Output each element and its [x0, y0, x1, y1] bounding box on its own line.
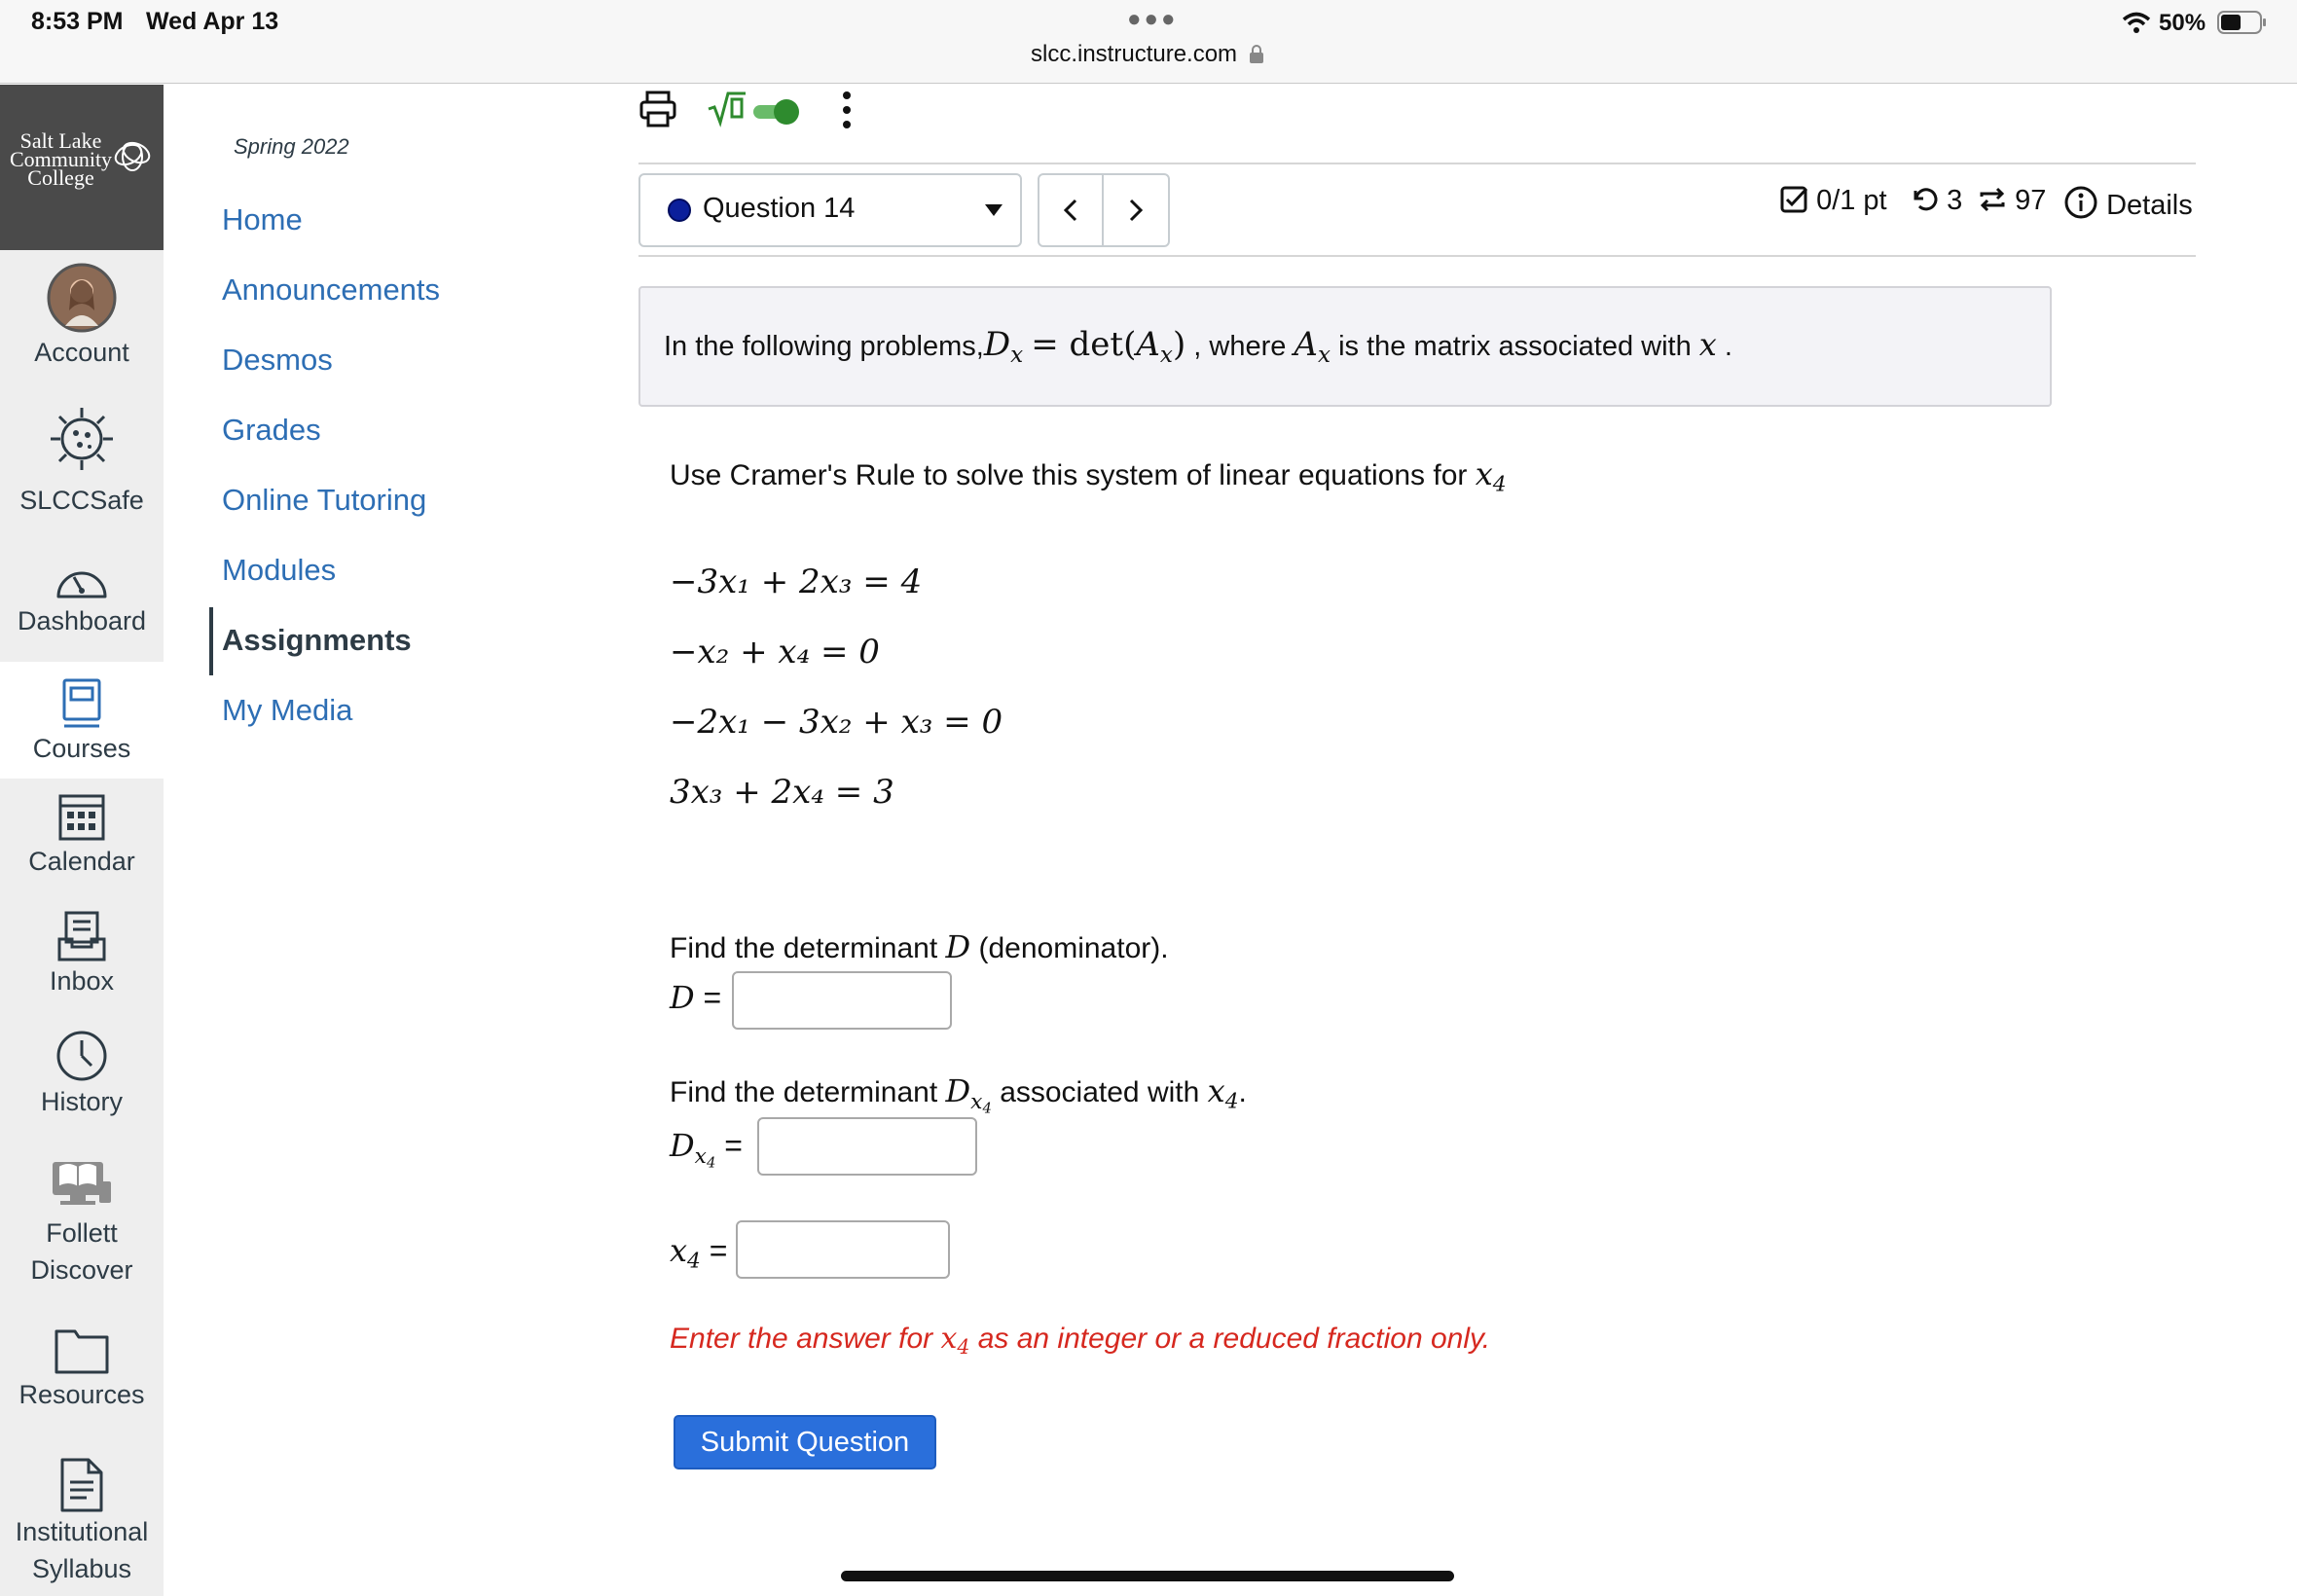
- header-divider: [638, 255, 2196, 257]
- checkbox-icon: [1779, 185, 1808, 214]
- college-logo[interactable]: [0, 85, 164, 250]
- nav-slccsafe[interactable]: [0, 404, 164, 521]
- nav-label-follett: Follett: [46, 1218, 118, 1248]
- nav-label-history: History: [40, 1087, 123, 1116]
- nav-label-slccsafe: SLCCSafe: [19, 486, 144, 515]
- clock-icon: [55, 1029, 109, 1083]
- wifi-icon: [2122, 12, 2151, 33]
- score-indicator: 0/1 pt: [1779, 185, 1887, 217]
- nav-label-resources: Resources: [18, 1380, 145, 1409]
- repeat-icon: [1978, 185, 2007, 214]
- question-pager: [1038, 173, 1170, 247]
- question-status-dot: [668, 199, 691, 222]
- find-d-prompt: Find the determinant D (denominator).: [670, 928, 1169, 965]
- syllabus-icon: [59, 1457, 104, 1513]
- retry-icon: [1910, 185, 1939, 214]
- nav-history[interactable]: [0, 1029, 164, 1141]
- nav-label-dashboard: Dashboard: [17, 606, 147, 635]
- course-nav-grades[interactable]: Grades: [222, 413, 321, 447]
- battery-icon: [2217, 10, 2268, 35]
- nav-account[interactable]: [0, 262, 164, 369]
- answer-format-hint: Enter the answer for $x_4$ as an integer or a reduced fraction only.: [670, 1322, 1491, 1360]
- instructions-text: In the following $problems,D_x = \det(A_x)$ , where $A_x$ is the matrix associated with x .: [664, 325, 1732, 368]
- courses-icon: [60, 677, 103, 730]
- logo-knot-icon: [109, 135, 158, 174]
- chevron-down-icon: [985, 204, 1003, 216]
- course-nav-desmos[interactable]: Desmos: [222, 343, 333, 377]
- find-dx4-prompt: Find the determinant $D_{x_4}$ associated with $x_4$.: [670, 1072, 1247, 1116]
- status-time: 8:53 PM: [31, 8, 124, 35]
- equation-2: −x₂ + x₄ = 0: [670, 633, 880, 671]
- chevron-left-icon: [1062, 198, 1079, 223]
- nav-label-discover: Discover: [30, 1255, 133, 1285]
- course-nav-modules[interactable]: Modules: [222, 553, 337, 587]
- nav-label-account: Account: [34, 338, 129, 367]
- status-bar: [0, 0, 2297, 84]
- details-button[interactable]: Details: [2063, 185, 2193, 222]
- submit-question-button[interactable]: Submit Question: [674, 1415, 936, 1469]
- question-prompt: Use Cramer's Rule to solve this system of linear equations for $x_4$: [670, 455, 1507, 497]
- nav-follett-discover[interactable]: [0, 1152, 164, 1288]
- home-indicator[interactable]: [841, 1571, 1454, 1581]
- retries-indicator: 3: [1910, 185, 1962, 217]
- nav-courses[interactable]: [0, 662, 164, 779]
- course-nav-assignments[interactable]: Assignments: [222, 623, 412, 657]
- battery-percent: 50%: [2159, 10, 2206, 36]
- question-selector[interactable]: [638, 173, 1022, 247]
- previous-question-button[interactable]: [1039, 175, 1104, 245]
- nav-inbox[interactable]: [0, 910, 164, 1022]
- logo-text: Salt Lake Community College: [9, 128, 113, 190]
- x4-answer-input[interactable]: [736, 1220, 950, 1279]
- header-divider: [638, 163, 2196, 164]
- next-question-button[interactable]: [1104, 175, 1168, 245]
- nav-dashboard[interactable]: [0, 560, 164, 657]
- status-date: Wed Apr 13: [146, 8, 279, 35]
- dx4-label: $D_{x_4}$ =: [670, 1127, 743, 1171]
- x4-label: $x_4$ =: [670, 1232, 728, 1274]
- virus-icon: [47, 404, 117, 474]
- equation-3: −2x₁ − 3x₂ + x₃ = 0: [670, 703, 1003, 742]
- calendar-icon: [57, 790, 106, 843]
- d-answer-input[interactable]: [732, 971, 952, 1030]
- print-icon[interactable]: [638, 90, 677, 128]
- url-address[interactable]: slcc.instructure.com: [1031, 41, 1238, 67]
- tab-options-dots-icon[interactable]: ●●●: [1127, 6, 1179, 32]
- folder-icon: [54, 1325, 110, 1376]
- nav-label-syllabus: Syllabus: [31, 1554, 132, 1583]
- dx4-answer-input[interactable]: [757, 1117, 977, 1176]
- nav-label-courses: Courses: [32, 734, 131, 763]
- instructions-box: [638, 286, 2052, 407]
- dashboard-icon: [53, 560, 111, 602]
- nav-institutional-syllabus[interactable]: [0, 1457, 164, 1593]
- inbox-icon: [56, 910, 107, 962]
- term-label: Spring 2022: [234, 134, 349, 159]
- info-icon: [2063, 185, 2098, 220]
- follett-icon: [49, 1152, 115, 1215]
- course-nav-announcements[interactable]: Announcements: [222, 272, 441, 307]
- more-options-icon[interactable]: [837, 90, 857, 130]
- d-label: D =: [670, 979, 722, 1016]
- nav-label-calendar: Calendar: [28, 847, 135, 876]
- question-selector-label: Question 14: [703, 193, 856, 224]
- active-indicator: [209, 607, 213, 675]
- chevron-right-icon: [1127, 198, 1145, 223]
- course-nav-home[interactable]: Home: [222, 202, 303, 236]
- course-nav-online-tutoring[interactable]: Online Tutoring: [222, 483, 427, 517]
- course-nav-my-media[interactable]: My Media: [222, 693, 353, 727]
- attempts-indicator: 97: [1978, 185, 2046, 217]
- equation-4: 3x₃ + 2x₄ = 3: [670, 773, 894, 812]
- avatar: [46, 262, 118, 334]
- nav-calendar[interactable]: [0, 790, 164, 902]
- nav-label-inbox: Inbox: [49, 966, 115, 996]
- equation-1: −3x₁ + 2x₃ = 4: [670, 562, 923, 601]
- math-entry-toggle[interactable]: [707, 90, 806, 132]
- global-navigation: [0, 85, 164, 1596]
- sqrt-toggle-icon: [707, 90, 806, 132]
- lock-icon: [1248, 45, 1265, 64]
- nav-resources[interactable]: [0, 1325, 164, 1437]
- nav-label-institutional: Institutional: [15, 1517, 149, 1546]
